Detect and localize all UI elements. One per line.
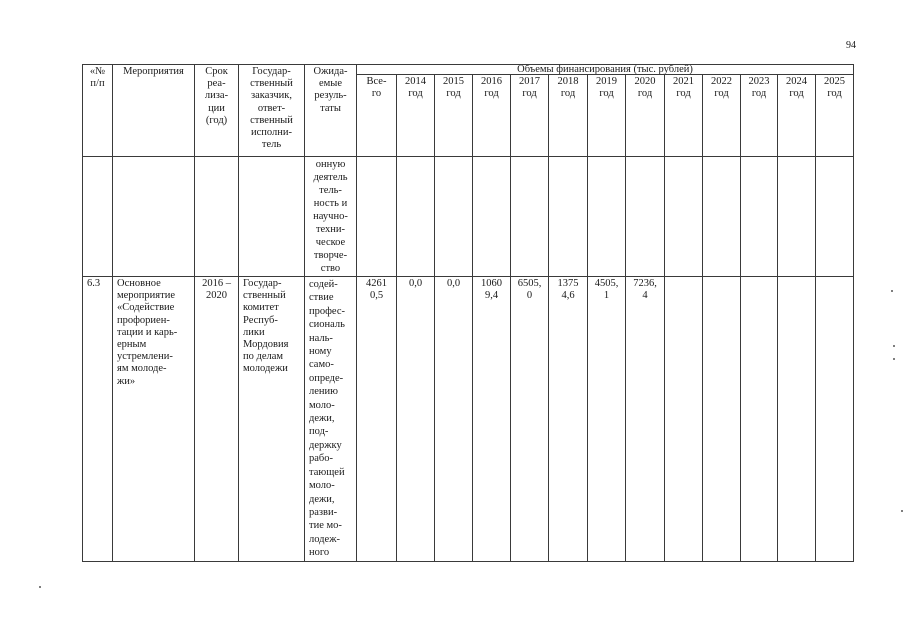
header-event [112,64,195,157]
row-event-line: жи» [117,375,136,387]
row-results-line: содей- [309,279,338,290]
row-results-line: разви- [309,506,338,518]
scan-speck [893,345,895,347]
row-year-value [702,276,741,562]
row-results-line: ствие [309,292,334,304]
row-results-line: моло- [309,399,335,411]
header-year-line: 2023 [748,76,770,87]
continuation-results-line: техни- [315,224,346,235]
row-results-line: лению [309,386,338,398]
header-results-line: емые [318,78,343,90]
header-year [396,74,435,157]
row-customer-line: по делам [243,351,284,363]
header-customer-line: заказчик, [251,90,292,102]
header-customer-line: исполни- [251,127,292,139]
continuation-cell [396,156,435,277]
row-year-value [510,276,549,562]
row-year-value [664,276,703,562]
continuation-results-line: онную [315,159,346,170]
row-results-line: ного [309,547,330,559]
row-results-line: тающей [309,466,345,478]
continuation-results-line: ность и [313,198,348,209]
header-year-line: 2019 [596,76,617,87]
header-customer [238,64,305,157]
row-event [112,276,195,562]
header-results-line: резуль- [314,90,347,102]
continuation-cell [548,156,588,277]
page-number: 94 [846,40,856,51]
header-year [548,74,588,157]
row-year-value-line: 4 [642,290,648,302]
row-event-line: тации и карь- [117,326,178,338]
row-customer-line: Респуб- [243,314,278,326]
row-year-value-line: 7236, [633,278,657,289]
header-year-line: год [560,88,576,100]
header-year-line: год [714,88,729,100]
row-results-line: дежи, [309,413,335,425]
continuation-cell [702,156,741,277]
continuation-cell [815,156,854,277]
row-customer-line: молодежи [243,363,288,375]
header-results-line: таты [320,102,341,114]
continuation-cell [510,156,549,277]
continuation-results [304,156,357,277]
financing-table [82,64,853,561]
header-year [625,74,665,157]
row-year-value [548,276,588,562]
row-year-value-line: 1 [603,290,610,302]
header-year-line: год [599,88,614,100]
header-year-line: 2014 [405,76,426,87]
row-total-line: 4261 [366,278,387,289]
header-year-line: год [446,88,461,100]
header-year [777,74,816,157]
row-customer-line: Мордовия [243,339,289,351]
row-year-value-line: 4505, [594,278,619,289]
header-customer-line: Государ- [252,66,291,77]
header-year-line: 2016 [481,76,502,87]
header-total-line: го [371,88,382,100]
row-num-line: 6.3 [87,278,101,289]
row-results-line: опреде- [309,372,344,384]
row-event-line: ям молоде- [117,363,167,375]
header-total-line: Все- [366,76,387,87]
continuation-cell [625,156,665,277]
header-year-line: год [676,88,691,100]
row-customer-line: Государ- [243,278,282,289]
row-customer-line: ственный [243,290,286,302]
header-year-line: 2024 [786,76,807,87]
row-event-line: ерным [117,339,147,351]
header-year-line: год [789,88,804,100]
header-year-line: год [408,88,423,100]
row-year-value-line: 0,0 [408,278,423,289]
header-num [82,64,113,157]
header-year [740,74,778,157]
header-year-line: год [827,88,842,100]
row-results-line: моло- [309,480,335,492]
row-results-line: под- [309,426,329,438]
row-results-line: держку [309,439,342,451]
row-year-value-line: 0 [526,290,533,302]
header-num-line: п/п [90,78,105,90]
row-total [356,276,397,562]
header-year-line: год [637,88,653,100]
scan-speck [891,290,893,292]
row-results-line: наль- [309,332,333,344]
header-year [434,74,473,157]
header-year [587,74,626,157]
header-year-line: 2018 [557,76,579,87]
header-results [304,64,357,157]
header-year-line: 2025 [824,76,845,87]
row-term-line: 2016 – [202,278,231,289]
row-year-value-line: 9,4 [484,290,499,302]
row-results-line: сиональ [309,319,345,331]
row-event-line: устремлени- [117,351,173,363]
header-funding-title-line: Объемы финансирования (тыс. рублей) [517,64,693,75]
scan-speck [893,358,895,360]
row-year-value-line: 4,6 [561,290,575,302]
continuation-cell [434,156,473,277]
header-year-line: 2017 [519,76,540,87]
row-num [82,276,113,562]
continuation-cell [112,156,195,277]
header-year [664,74,703,157]
header-year [472,74,511,157]
continuation-cell [356,156,397,277]
row-year-value-line: 1375 [557,278,579,289]
scan-speck [39,586,41,588]
header-term-line: ции [208,102,225,114]
row-results-line: лодеж- [309,533,340,545]
continuation-results-line: творче- [313,250,348,261]
row-results-line: рабо- [309,453,333,465]
header-term-line: (год) [205,114,228,126]
continuation-results-line: научно- [313,211,348,222]
header-year [815,74,854,157]
header-year-line: год [484,88,499,100]
row-customer-line: комитет [243,302,279,314]
scan-speck [901,510,903,512]
row-year-value [815,276,854,562]
header-year-line: 2020 [634,76,656,87]
header-year [702,74,741,157]
header-term-line: Срок [205,66,228,77]
row-term-line: 2020 [206,290,227,302]
row-results-line: ному [309,346,332,358]
row-event-line: «Содействие [117,302,175,314]
row-results-line: дежи, [309,493,335,505]
header-customer-line: ственный [250,114,293,126]
row-customer-line: лики [243,326,265,338]
continuation-results-line: деятель [313,172,348,183]
row-year-value [625,276,665,562]
header-num-line: «№ [89,66,106,77]
row-year-value [472,276,511,562]
continuation-cell [664,156,703,277]
row-year-value-line: 6505, [517,278,542,289]
header-term-line: реа- [207,78,226,90]
continuation-cell [82,156,113,277]
row-year-value [777,276,816,562]
row-event-line: профориен- [117,314,170,326]
row-year-value [396,276,435,562]
header-year [510,74,549,157]
header-term [194,64,239,157]
continuation-results-line: тель- [319,185,342,196]
continuation-cell [777,156,816,277]
header-customer-line: ответ- [257,102,286,114]
header-year-line: год [522,88,537,100]
header-results-line: Ожида- [313,66,348,77]
header-term-line: лиза- [204,90,229,102]
header-customer-line: тель [261,139,282,151]
row-results-line: профес- [309,305,346,317]
row-term [194,276,239,562]
header-customer-line: ственный [250,78,293,90]
header-year-line: 2022 [711,76,732,87]
row-results [304,276,357,562]
continuation-cell [740,156,778,277]
header-year-line: 2015 [443,76,464,87]
row-event-line: Основное [117,278,161,289]
row-year-value-line: 0,0 [446,278,461,289]
row-year-value-line: 1060 [481,278,502,289]
row-results-line: само- [309,359,334,371]
header-year-line: год [751,88,767,100]
row-year-value [587,276,626,562]
row-year-value [740,276,778,562]
continuation-cell [238,156,305,277]
row-customer [238,276,305,562]
row-event-line: мероприятие [117,290,175,302]
header-total [356,74,397,157]
continuation-cell [587,156,626,277]
continuation-cell [194,156,239,277]
row-total-line: 0,5 [369,290,384,302]
header-event-line: Мероприятия [123,66,184,77]
continuation-results-line: ческое [315,237,346,248]
continuation-results-line: ство [320,263,341,274]
continuation-cell [472,156,511,277]
row-year-value [434,276,473,562]
header-year-line: 2021 [673,76,694,87]
row-results-line: тие мо- [309,520,342,532]
